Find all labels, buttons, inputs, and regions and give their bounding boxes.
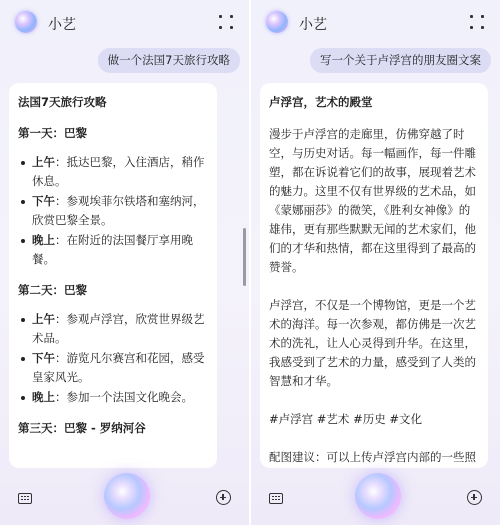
plus-circle-icon[interactable] (216, 490, 231, 505)
plus-circle-icon[interactable] (467, 490, 482, 505)
itinerary-item: 下午：游览凡尔赛宫和花园，感受皇家风光。 (18, 349, 208, 387)
chat-header (251, 0, 500, 46)
day-title: 第二天：巴黎 (18, 283, 87, 297)
assistant-avatar-icon (15, 11, 37, 33)
input-bar (251, 465, 500, 525)
itinerary-item: 下午：参观埃菲尔铁塔和塞纳河，欣赏巴黎全景。 (18, 192, 208, 230)
assistant-response-card (9, 83, 217, 468)
app-title: 小艺 (299, 17, 327, 33)
left-chat-panel (0, 0, 249, 525)
hashtags: #卢浮宫 #艺术 #历史 #文化 (269, 412, 423, 426)
assistant-avatar-icon (266, 11, 288, 33)
day-title: 第三天：巴黎 - 罗纳河谷 (18, 421, 146, 435)
user-message-bubble: 做一个法国7天旅行攻略 (98, 48, 240, 73)
keyboard-icon[interactable] (269, 493, 283, 504)
response-heading: 法国7天旅行攻略 (18, 95, 107, 109)
keyboard-icon[interactable] (18, 493, 32, 504)
day-title: 第一天：巴黎 (18, 126, 87, 140)
voice-orb-button[interactable] (104, 473, 150, 519)
itinerary-item: 晚上：在附近的法国餐厅享用晚餐。 (18, 231, 208, 269)
assistant-response-card (260, 83, 488, 468)
user-message-bubble: 写一个关于卢浮宫的朋友圈文案 (310, 48, 491, 73)
response-paragraph: 卢浮宫，不仅是一个博物馆，更是一个艺术的海洋。每一次参观，都仿佛是一次艺术的洗礼，让人心灵得到升华。在这里，我感受到了艺术的力量，感受到了人类的智慧和才华。 (269, 298, 476, 388)
itinerary-item: 晚上：参加一个法国文化晚会。 (18, 388, 208, 407)
image-suggestion: 配图建议：可以上传卢浮宫内部的一些照 (269, 450, 476, 464)
chat-header (0, 0, 249, 46)
day-itinerary-list (18, 153, 208, 269)
itinerary-item: 上午：参观卢浮宫，欣赏世界级艺术品。 (18, 310, 208, 348)
itinerary-item: 上午：抵达巴黎，入住酒店，稍作休息。 (18, 153, 208, 191)
day-itinerary-list (18, 310, 208, 407)
grid-menu-icon[interactable] (470, 15, 484, 29)
input-bar (0, 465, 249, 525)
grid-menu-icon[interactable] (219, 15, 233, 29)
response-paragraph: 漫步于卢浮宫的走廊里，仿佛穿越了时空，与历史对话。每一幅画作，每一件雕塑，都在诉说着它们的故事，展现着艺术的魅力。这里不仅有世界级的艺术品，如《蒙娜丽莎》的微笑，《胜利女神像》的雄伟，更有那些默默无闻的艺术家们，他们的才华和热情，都在这里得到了最高的赞誉。 (269, 127, 476, 274)
response-heading: 卢浮宫，艺术的殿堂 (269, 95, 373, 109)
scrollbar[interactable] (243, 228, 246, 286)
app-title: 小艺 (48, 17, 76, 33)
voice-orb-button[interactable] (355, 473, 401, 519)
right-chat-panel (251, 0, 500, 525)
